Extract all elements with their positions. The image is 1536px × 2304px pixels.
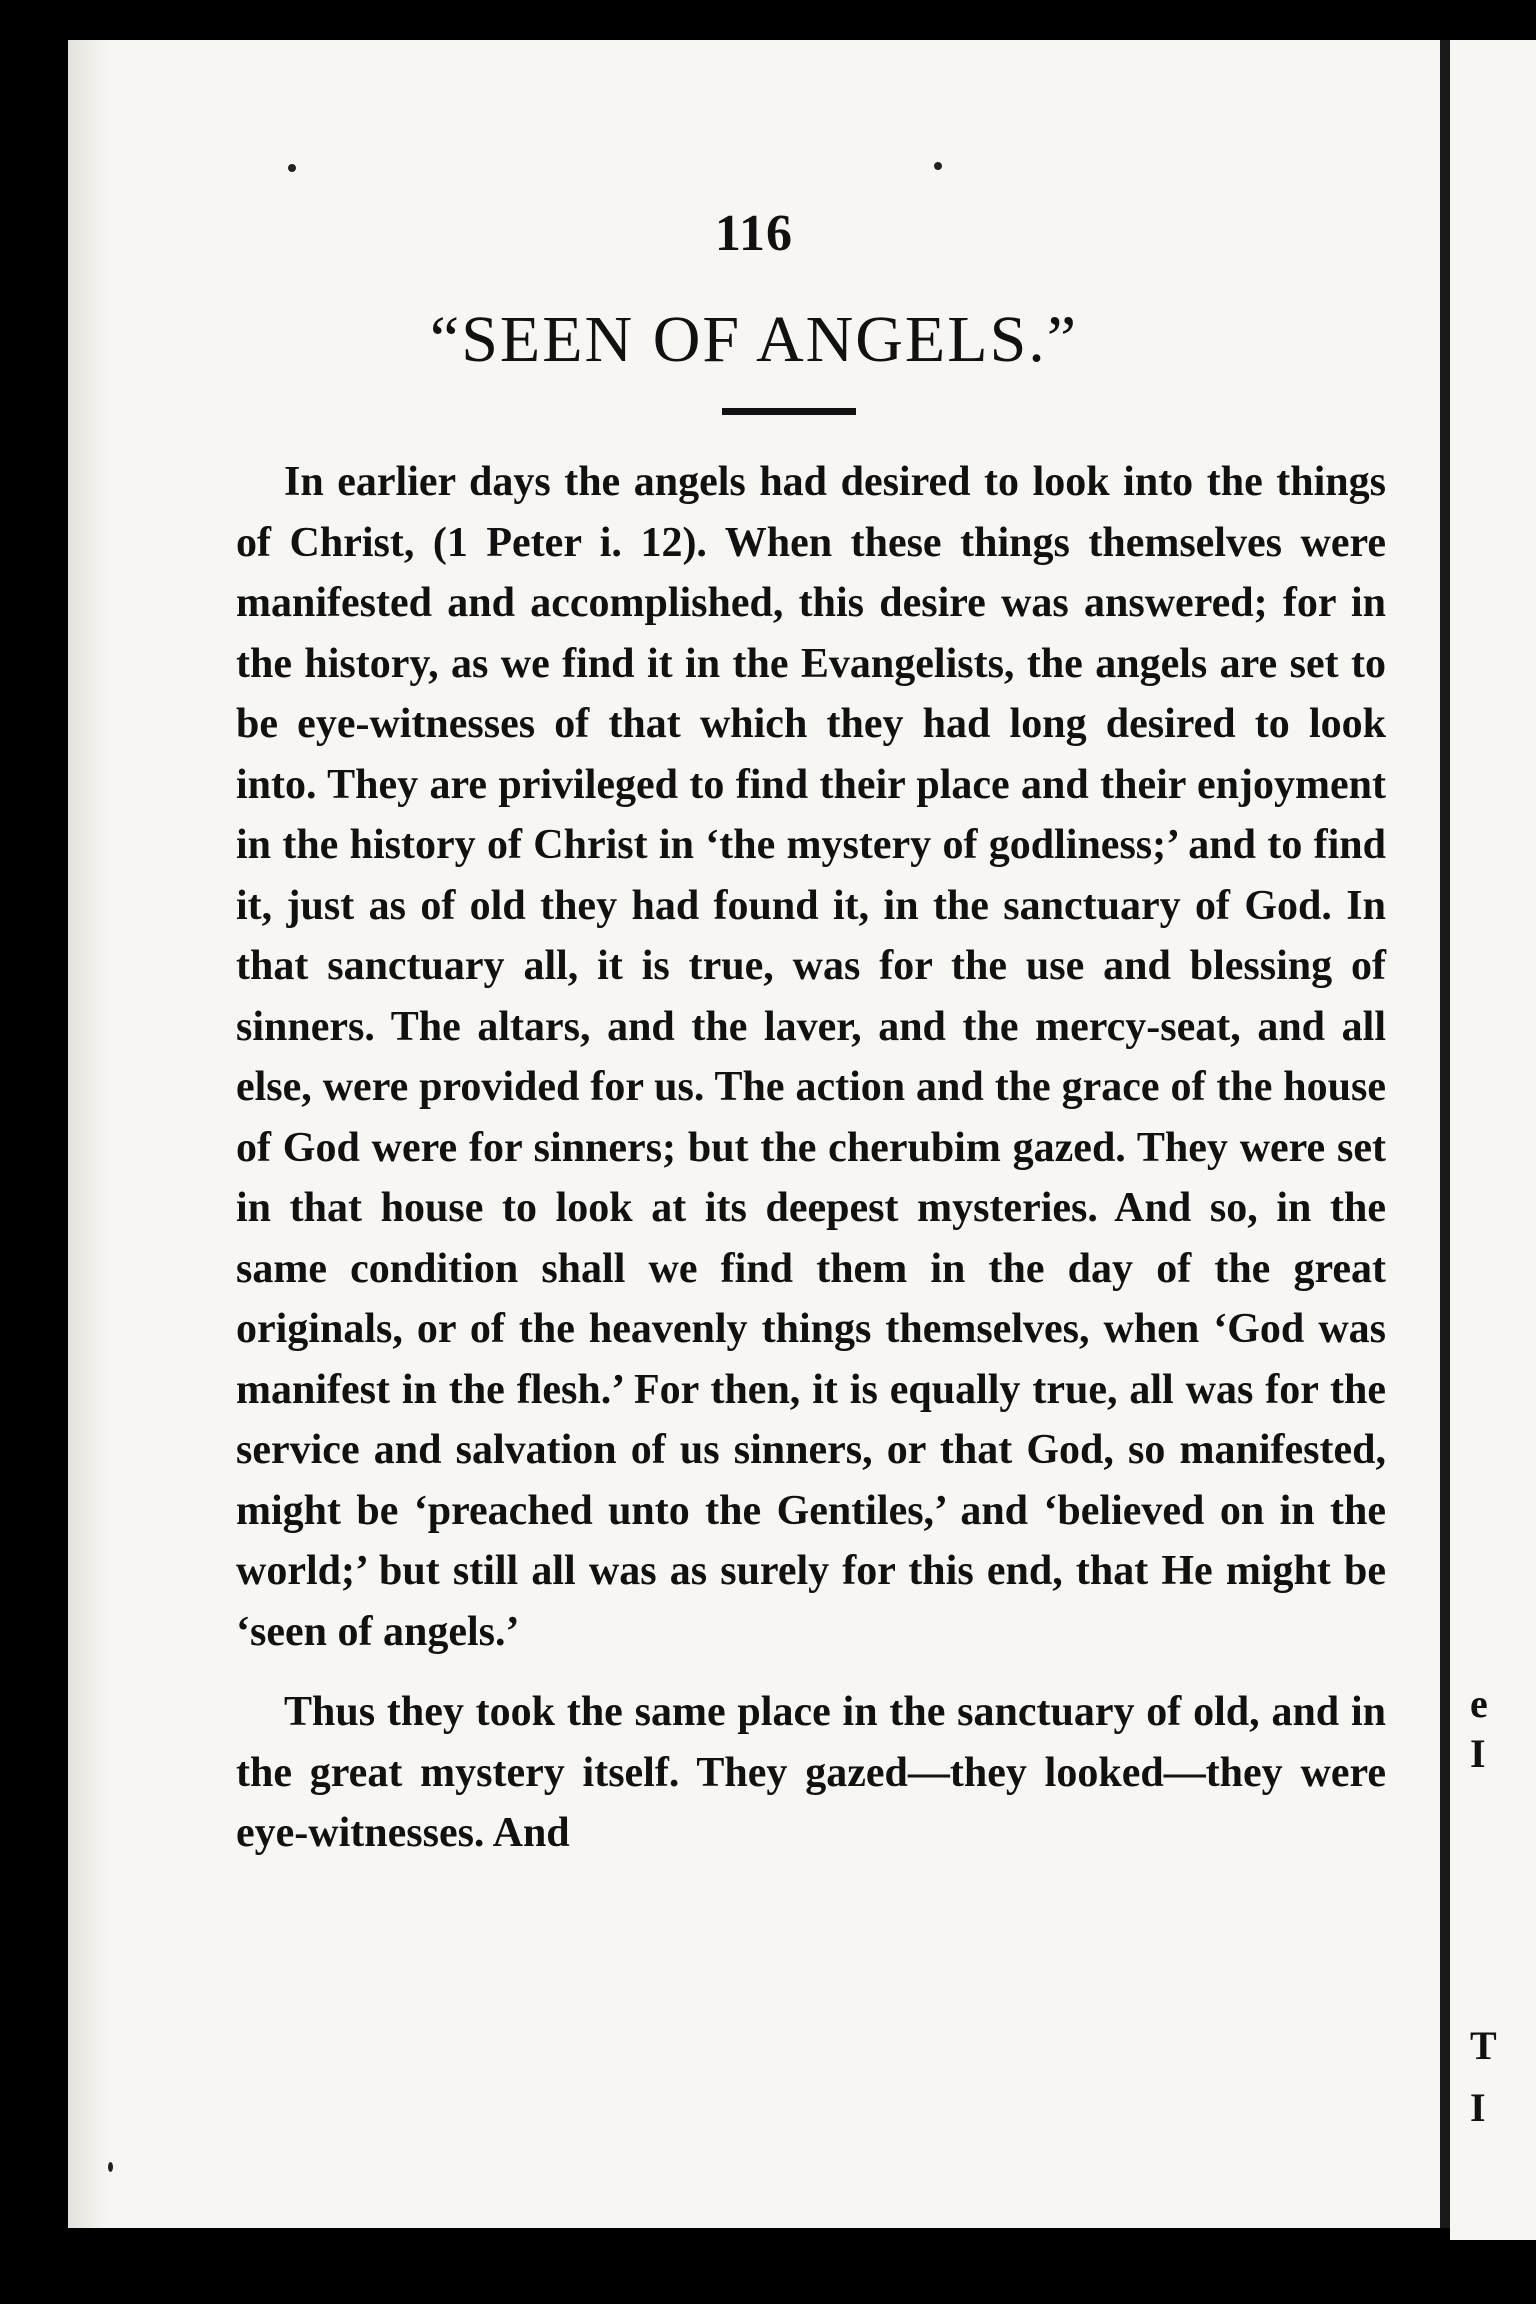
page-edge [1440,40,1450,2228]
ink-speck [288,164,296,172]
title-rule [722,408,856,415]
page-number: 116 [714,205,794,262]
adjacent-page [1450,40,1536,2240]
paragraph-1: In earlier days the angels had desired to look into the things of Christ, (1 Peter i. 12). When these things themselves were manifested and accomplished, this desire was answered; for in the history, as we find it in the Evangelists, the angels are set to be eye-witnesses of that which they had long desired to look into. They are privileged to find their place and their enjoyment in the history of Christ in ‘the mystery of godliness;’ and to find it, just as of old they had found it, in the sanctuary of God. In that sanctuary all, it is true, was for the use and blessing of sinners. The altars, and the laver, and the mercy-seat, and all else, were provided for us. The action and the grace of the house of God were for sinners; but the cherubim gazed. They were set in that house to look at its deepest mysteries. And so, in the same condition shall we find them in the day of the great originals, or of the heavenly things themselves, when ‘God was manifest in the flesh.’ For then, it is equally true, all was for the service and salvation of us sinners, or that God, so manifested, might be ‘preached unto the Gentiles,’ and ‘believed on in the world;’ but still all was as surely for this end, that He might be ‘seen of angels.’ [236,459,1386,1655]
chapter-title: “SEEN OF ANGELS.” [429,303,1079,376]
body-text [236,452,1386,1864]
adjacent-page-fragment: e [1470,1681,1488,1726]
adjacent-page-fragment: I [1470,1731,1486,1776]
paragraph-2: Thus they took the same place in the sanctuary of old, and in the great mystery itself. They gazed—they looked—they were eye-witnesses. And [236,1689,1386,1856]
ink-speck [934,162,942,170]
book-page [68,40,1440,2228]
adjacent-page-fragment: T [1470,2023,1497,2068]
ink-speck [108,2162,113,2172]
adjacent-page-fragment: I [1470,2085,1486,2130]
